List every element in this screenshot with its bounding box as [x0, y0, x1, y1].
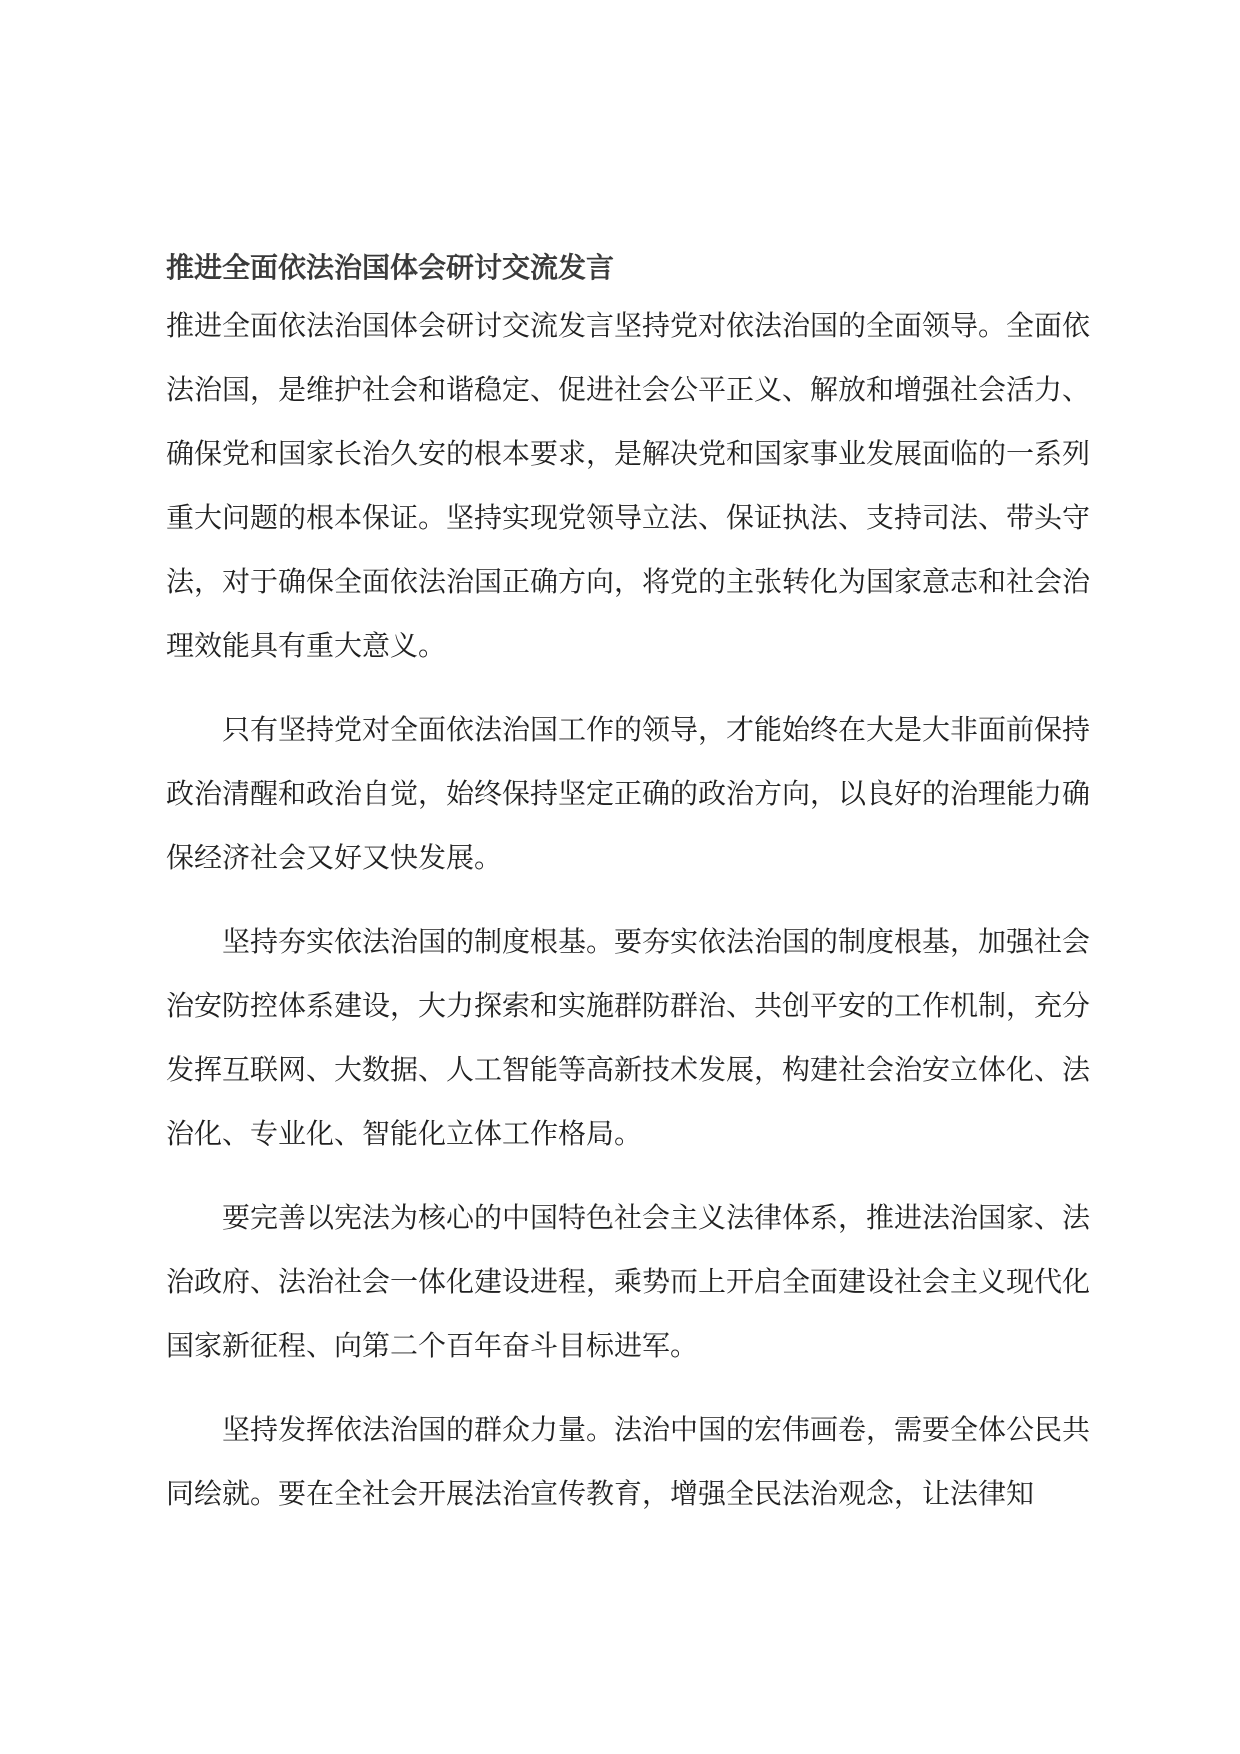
paragraph-5: 坚持发挥依法治国的群众力量。法治中国的宏伟画卷，需要全体公民共同绘就。要在全社会开展法治宣传教育，增强全民法治观念，让法律知 — [166, 1413, 1091, 1510]
document-title: 推进全面依法治国体会研讨交流发言 — [166, 251, 615, 284]
paragraph-3: 坚持夯实依法治国的制度根基。要夯实依法治国的制度根基，加强社会治安防控体系建设，大力探索和实施群防群治、共创平安的工作机制，充分发挥互联网、大数据、人工智能等高新技术发展，构建社会治安立体化、法治化、专业化、智能化立体工作格局。 — [166, 925, 1091, 1150]
paragraph-1: 推进全面依法治国体会研讨交流发言坚持党对依法治国的全面领导。全面依法治国，是维护社会和谐稳定、促进社会公平正义、解放和增强社会活力、确保党和国家长治久安的根本要求，是解决党和国家事业发展面临的一系列重大问题的根本保证。坚持实现党领导立法、保证执法、支持司法、带头守法，对于确保全面依法治国正确方向，将党的主张转化为国家意志和社会治理效能具有重大意义。 — [166, 309, 1091, 662]
paragraph-4: 要完善以宪法为核心的中国特色社会主义法律体系，推进法治国家、法治政府、法治社会一体化建设进程，乘势而上开启全面建设社会主义现代化国家新征程、向第二个百年奋斗目标进军。 — [166, 1201, 1091, 1362]
paragraph-2: 只有坚持党对全面依法治国工作的领导，才能始终在大是大非面前保持政治清醒和政治自觉，始终保持坚定正确的政治方向，以良好的治理能力确保经济社会又好又快发展。 — [166, 713, 1091, 874]
document-body — [166, 244, 1090, 1526]
